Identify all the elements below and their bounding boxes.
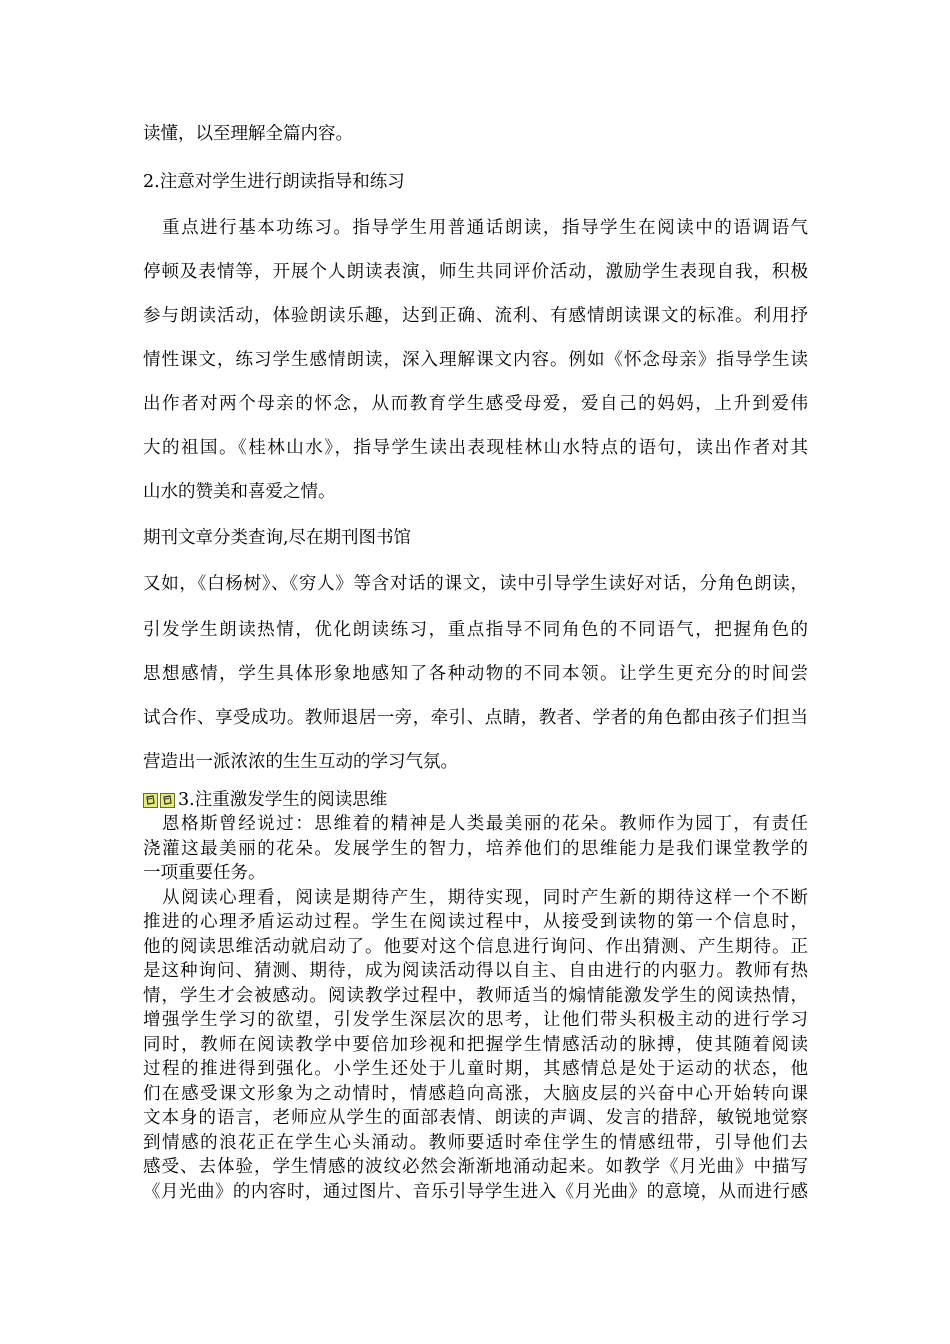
paragraph-line: 重点进行基本功练习。指导学生用普通话朗读，指导学生在阅读中的语调语气 bbox=[143, 218, 808, 238]
paragraph-line: 引发学生朗读热情，优化朗读练习，重点指导不同角色的不同语气，把握角色的 bbox=[143, 620, 808, 640]
paragraph-line: 营造出一派浓浓的生生互动的学习气氛。 bbox=[143, 752, 458, 772]
paragraph-line: 是这种询问、猜测、期待，成为阅读活动得以自主、自由进行的内驱力。教师有热 bbox=[143, 961, 808, 981]
paragraph-line: 感受、去体验，学生情感的波纹必然会渐渐地涌动起来。如教学《月光曲》中描写 bbox=[143, 1157, 808, 1177]
paragraph-line: 读懂，以至理解全篇内容。 bbox=[143, 124, 353, 144]
paragraph-line: 他的阅读思维活动就启动了。他要对这个信息进行询问、作出猜测、产生期待。正 bbox=[143, 937, 808, 957]
inserted-notice: 期刊文章分类查询,尽在期刊图书馆 bbox=[143, 528, 412, 548]
paragraph-line: 情，学生才会被感动。阅读教学过程中，教师适当的煽情能激发学生的阅读热情， bbox=[143, 986, 808, 1006]
book-icon bbox=[143, 793, 158, 808]
paragraph-line: 增强学生学习的欲望，引发学生深层次的思考，让他们带头积极主动的进行学习 bbox=[143, 1010, 808, 1030]
paragraph-line: 出作者对两个母亲的怀念，从而教育学生感受母爱，爱自己的妈妈，上升到爱伟 bbox=[143, 394, 808, 414]
paragraph-line: 试合作、享受成功。教师退居一旁，牵引、点睛，教者、学者的角色都由孩子们担当 bbox=[143, 708, 808, 728]
section-heading-text: 3.注重激发学生的阅读思维 bbox=[178, 790, 388, 810]
paragraph-line: 推进的心理矛盾运动过程。学生在阅读过程中，从接受到读物的第一个信息时， bbox=[143, 912, 808, 932]
book-icon bbox=[160, 793, 175, 808]
paragraph-line: 《月光曲》的内容时，通过图片、音乐引导学生进入《月光曲》的意境，从而进行感 bbox=[143, 1182, 808, 1202]
paragraph-line: 们在感受课文形象为之动情时，情感趋向高涨，大脑皮层的兴奋中心开始转向课 bbox=[143, 1084, 808, 1104]
paragraph-line: 恩格斯曾经说过：思维着的精神是人类最美丽的花朵。教师作为园丁，有责任 bbox=[143, 814, 808, 834]
paragraph-line: 山水的赞美和喜爱之情。 bbox=[143, 482, 336, 502]
paragraph-line: 浇灌这最美丽的花朵。发展学生的智力，培养他们的思维能力是我们课堂教学的 bbox=[143, 839, 808, 859]
paragraph-line: 停顿及表情等，开展个人朗读表演，师生共同评价活动，激励学生表现自我，积极 bbox=[143, 262, 808, 282]
paragraph-line: 一项重要任务。 bbox=[143, 863, 266, 883]
paragraph-line: 从阅读心理看，阅读是期待产生，期待实现，同时产生新的期待这样一个不断 bbox=[143, 888, 808, 908]
paragraph-line: 情性课文，练习学生感情朗读，深入理解课文内容。例如《怀念母亲》指导学生读 bbox=[143, 350, 808, 370]
paragraph-line: 大的祖国。《桂林山水》，指导学生读出表现桂林山水特点的语句，读出作者对其 bbox=[143, 438, 808, 458]
paragraph-line: 思想感情，学生具体形象地感知了各种动物的不同本领。让学生更充分的时间尝 bbox=[143, 664, 808, 684]
paragraph-line: 同时，教师在阅读教学中要倍加珍视和把握学生情感活动的脉搏，使其随着阅读 bbox=[143, 1035, 808, 1055]
section-heading: 2.注意对学生进行朗读指导和练习 bbox=[143, 172, 405, 192]
paragraph-line: 过程的推进得到强化。小学生还处于儿童时期，其感情总是处于运动的状态，他 bbox=[143, 1059, 808, 1079]
paragraph-line: 文本身的语言，老师应从学生的面部表情、朗读的声调、发言的措辞，敏锐地觉察 bbox=[143, 1108, 808, 1128]
paragraph-line: 参与朗读活动，体验朗读乐趣，达到正确、流利、有感情朗读课文的标准。利用抒 bbox=[143, 306, 808, 326]
paragraph-line: 又如，《白杨树》、《穷人》等含对话的课文，读中引导学生读好对话，分角色朗读， bbox=[143, 574, 808, 594]
paragraph-line: 到情感的浪花正在学生心头涌动。教师要适时牵住学生的情感纽带，引导他们去 bbox=[143, 1133, 808, 1153]
